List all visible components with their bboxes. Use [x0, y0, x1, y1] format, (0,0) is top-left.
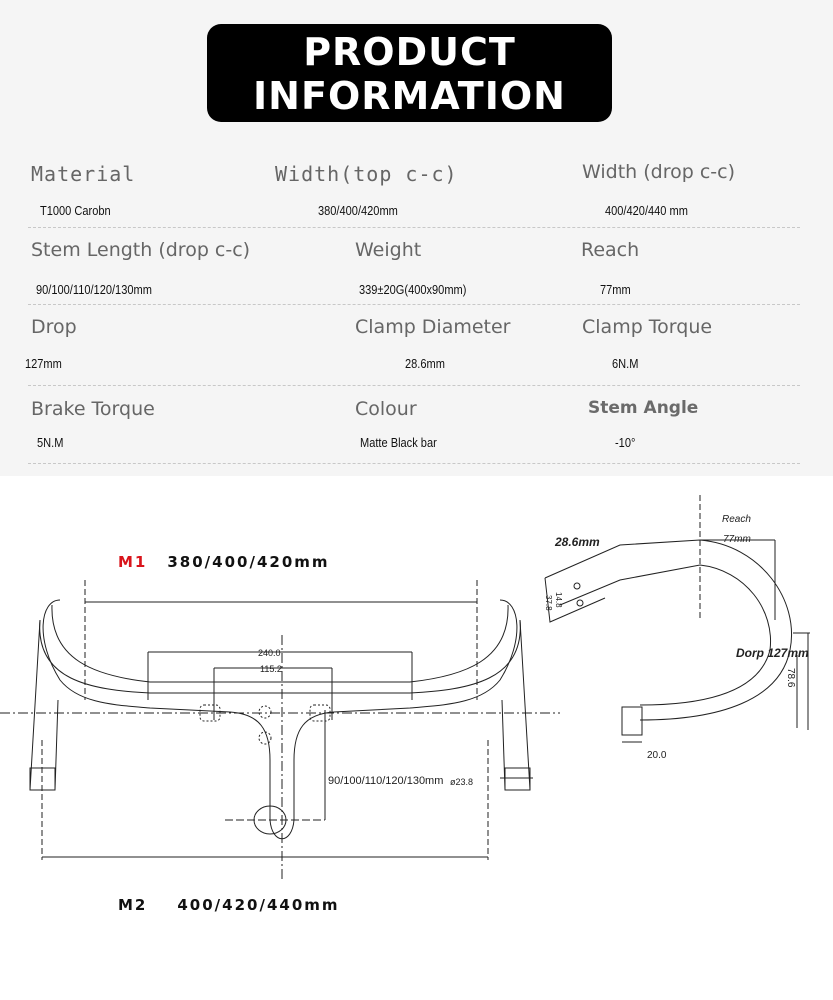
spec-value-stem-angle: -10° — [615, 435, 636, 450]
spec-value-brake-torque: 5N.M — [37, 435, 64, 450]
product-info-panel — [0, 0, 833, 476]
row-divider — [28, 227, 800, 228]
spec-label-width-drop: Width (drop c-c) — [582, 161, 735, 183]
spec-value-width-drop: 400/420/440 mm — [605, 203, 688, 218]
side-dim-20: 20.0 — [647, 750, 667, 761]
spec-value-weight: 339±20G(400x90mm) — [359, 282, 467, 297]
spec-value-clamp-diameter: 28.6mm — [405, 356, 445, 371]
spec-label-colour: Colour — [355, 398, 417, 420]
spec-label-stem-angle: Stem Angle — [588, 398, 699, 418]
spec-label-weight: Weight — [355, 239, 422, 261]
m2-widths: 400/420/440mm — [177, 896, 340, 914]
m1-tag: M1 — [118, 553, 148, 571]
product-information-title — [207, 24, 612, 122]
side-drop-label: Dorp 127mm — [736, 646, 809, 660]
row-divider — [28, 385, 800, 386]
side-reach-label: Reach — [722, 514, 751, 525]
side-reach-value: 77mm — [723, 534, 751, 545]
spec-label-brake-torque: Brake Torque — [31, 398, 155, 420]
handlebar-side-view — [545, 495, 810, 742]
m2-tag: M2 — [118, 896, 148, 914]
side-dim-78: 78.6 — [785, 668, 796, 688]
spec-label-stem-length: Stem Length (drop c-c) — [31, 239, 251, 261]
spec-label-clamp-diameter: Clamp Diameter — [355, 316, 511, 338]
spec-label-width-top: Width(top c-c) — [275, 162, 458, 186]
side-dim-14: 14.8 — [554, 592, 563, 608]
dim-stem-lengths: 90/100/110/120/130mm — [328, 775, 444, 787]
spec-value-reach: 77mm — [600, 282, 631, 297]
dim-240: 240.0 — [258, 648, 281, 658]
side-clamp-dim: 28.6mm — [555, 535, 600, 549]
spec-value-clamp-torque: 6N.M — [612, 356, 639, 371]
spec-label-reach: Reach — [581, 239, 640, 261]
handlebar-front-view — [0, 476, 833, 1000]
side-dim-37: 37.8 — [544, 595, 553, 611]
spec-value-material: T1000 Carobn — [40, 203, 111, 218]
spec-label-clamp-torque: Clamp Torque — [582, 316, 713, 338]
technical-drawing — [0, 476, 833, 1000]
row-divider — [28, 304, 800, 305]
spec-value-drop: 127mm — [25, 356, 62, 371]
spec-value-stem-length: 90/100/110/120/130mm — [36, 282, 152, 297]
dim-115: 115.2 — [260, 664, 282, 674]
title-line-2: INFORMATION — [253, 74, 566, 118]
dim-drop-diameter: ø23.8 — [450, 777, 474, 787]
row-divider — [28, 463, 800, 464]
spec-label-drop: Drop — [31, 316, 77, 338]
spec-value-width-top: 380/400/420mm — [318, 203, 398, 218]
spec-value-colour: Matte Black bar — [360, 435, 437, 450]
title-line-1: PRODUCT — [303, 30, 516, 74]
m1-widths: 380/400/420mm — [167, 553, 330, 571]
spec-label-material: Material — [31, 162, 136, 186]
